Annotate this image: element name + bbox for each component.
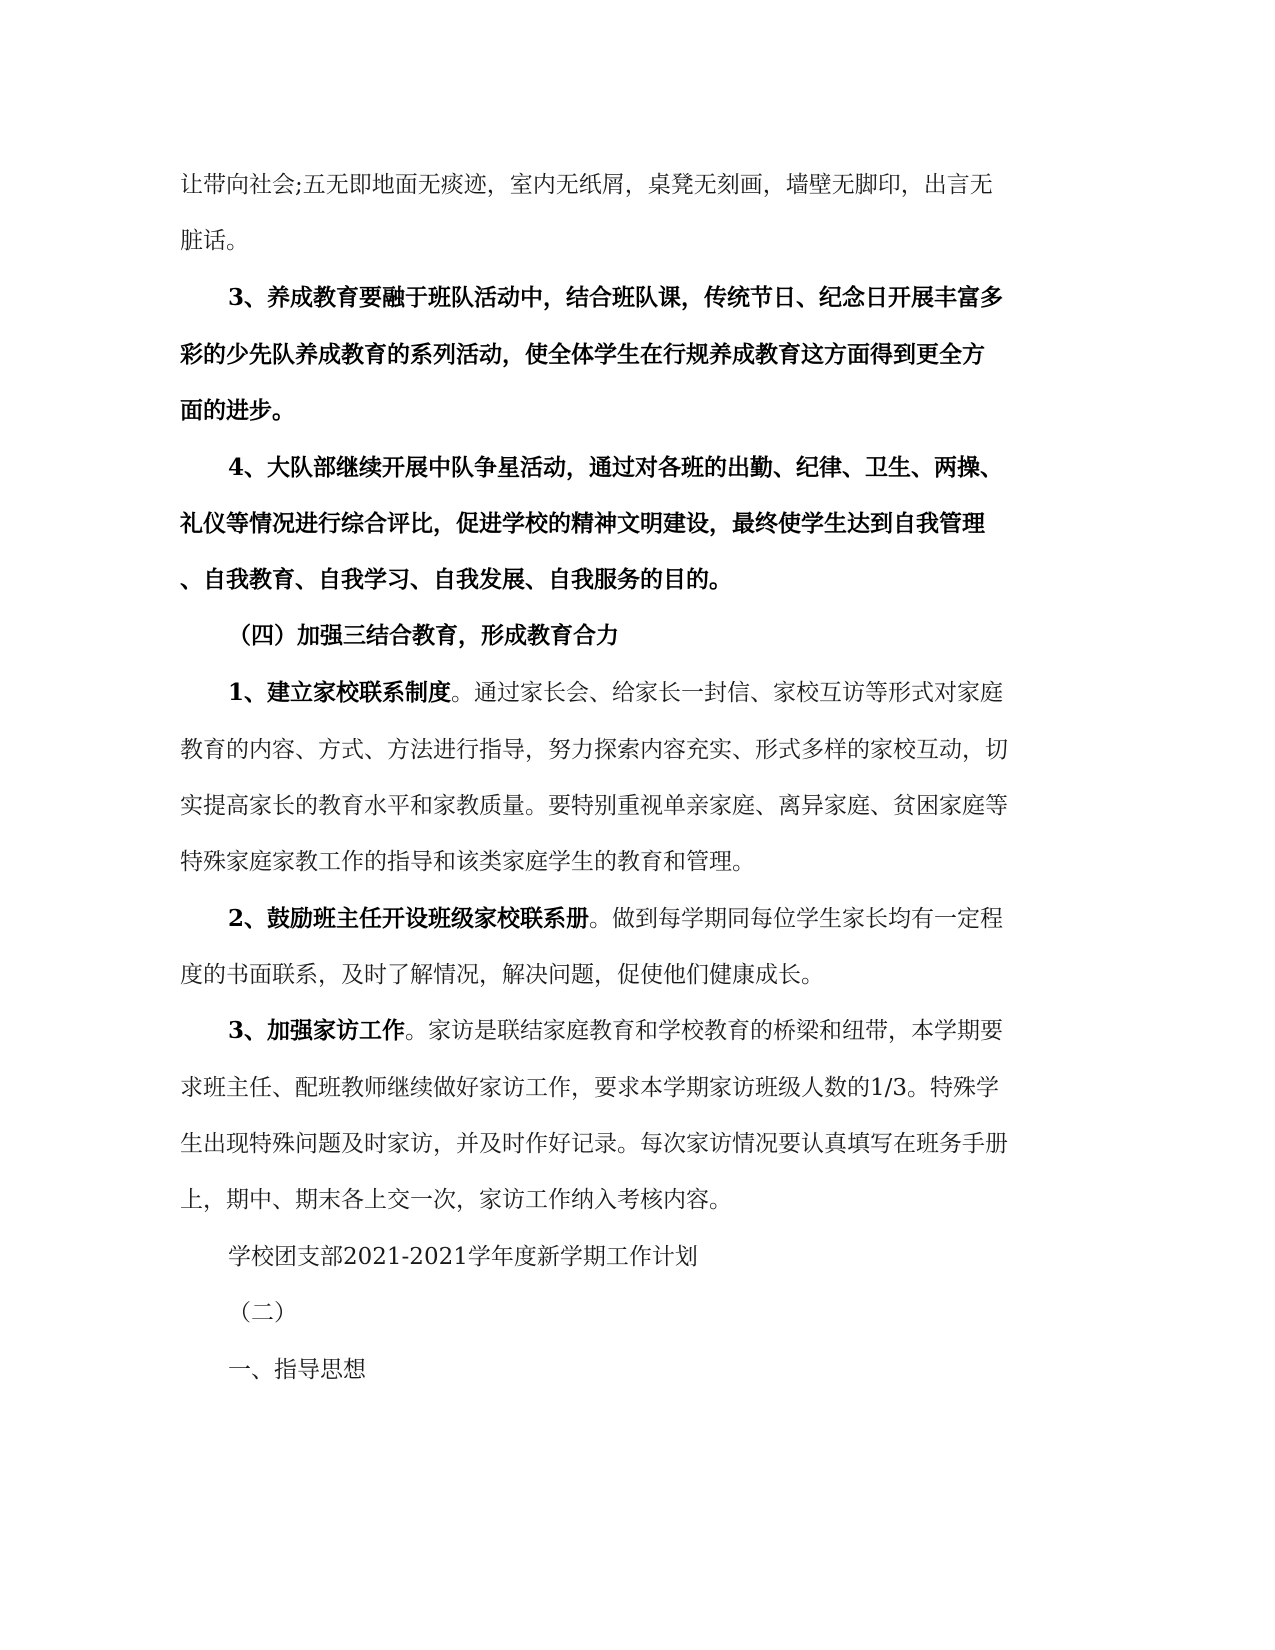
text-line-bold: 彩的少先队养成教育的系列活动，使全体学生在行规养成教育这方面得到更全方 — [180, 341, 985, 368]
text-line-bold: 、自我教育、自我学习、自我发展、自我服务的目的。 — [180, 566, 732, 593]
text-line: 脏话。 — [180, 228, 249, 254]
text-line: 求班主任、配班教师继续做好家访工作，要求本学期家访班级人数的1/3。特殊学 — [180, 1075, 1000, 1101]
document-subtitle: （二） — [228, 1300, 297, 1326]
text-line: 教育的内容、方式、方法进行指导，努力探索内容充实、形式多样的家校互动，切 — [180, 737, 1008, 763]
text-line-bold: 3、养成教育要融于班队活动中，结合班队课，传统节日、纪念日开展丰富多 — [228, 284, 1004, 311]
paragraph-3-lead: 3、加强家访工作 — [228, 1017, 406, 1044]
paragraph-1-first-line — [228, 678, 1003, 708]
paragraph-2-first-line — [228, 904, 1003, 934]
paragraph-1-text: 。通过家长会、给家长一封信、家校互访等形式对家庭 — [451, 680, 1004, 706]
section-heading: 一、指导思想 — [228, 1357, 366, 1383]
text-line: 让带向社会;五无即地面无痰迹，室内无纸屑，桌凳无刻画，墙壁无脚印，出言无 — [180, 172, 993, 198]
paragraph-3-first-line — [228, 1016, 1003, 1046]
paragraph-3-text: 。家访是联结家庭教育和学校教育的桥梁和纽带，本学期要 — [405, 1018, 1004, 1044]
text-line: 上，期中、期末各上交一次，家访工作纳入考核内容。 — [180, 1187, 732, 1213]
section-heading: （四）加强三结合教育，形成教育合力 — [228, 622, 619, 649]
text-line-bold: 礼仪等情况进行综合评比，促进学校的精神文明建设，最终使学生达到自我管理 — [180, 510, 985, 537]
document-title: 学校团支部2021-2021学年度新学期工作计划 — [228, 1244, 698, 1270]
text-line: 生出现特殊问题及时家访，并及时作好记录。每次家访情况要认真填写在班务手册 — [180, 1131, 1008, 1157]
text-line: 实提高家长的教育水平和家教质量。要特别重视单亲家庭、离异家庭、贫困家庭等 — [180, 793, 1008, 819]
paragraph-2-text: 。做到每学期同每位学生家长均有一定程 — [589, 906, 1004, 932]
text-line: 度的书面联系，及时了解情况，解决问题，促使他们健康成长。 — [180, 962, 824, 988]
paragraph-1-lead: 1、建立家校联系制度 — [228, 679, 452, 706]
text-line: 特殊家庭家教工作的指导和该类家庭学生的教育和管理。 — [180, 849, 755, 875]
paragraph-2-lead: 2、鼓励班主任开设班级家校联系册 — [228, 905, 590, 932]
text-line-bold: 4、大队部继续开展中队争星活动，通过对各班的出勤、纪律、卫生、两操、 — [228, 454, 1004, 481]
text-line-bold: 面的进步。 — [180, 397, 295, 424]
